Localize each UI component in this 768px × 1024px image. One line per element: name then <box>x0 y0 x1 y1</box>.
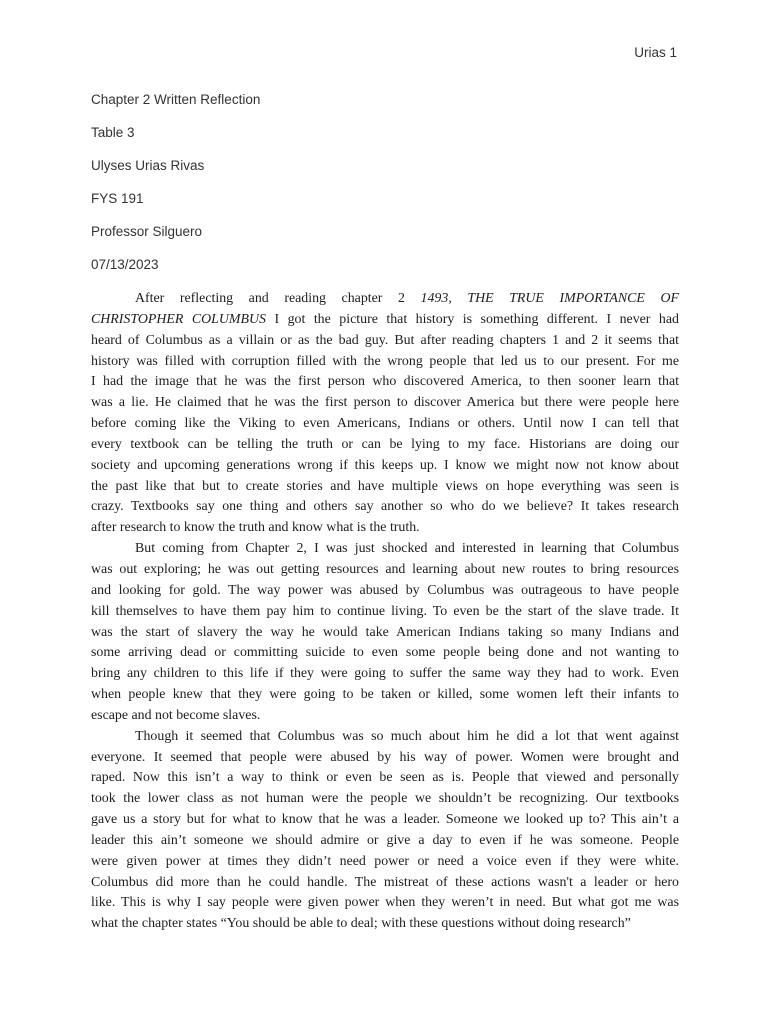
paragraph-line <box>91 831 679 852</box>
line-text: took the lower class as not human were the people we shouldn’t be recognizing. Our textbooks <box>91 791 679 807</box>
paragraph-line <box>91 852 679 873</box>
table-label: Table 3 <box>91 125 135 140</box>
paragraph-line <box>91 435 679 456</box>
line-text: But coming from Chapter 2, I was just shocked and interested in learning that Columbus <box>135 541 679 557</box>
line-text: Though it seemed that Columbus was so much about him he did a lot that went against <box>135 728 679 744</box>
professor-name: Professor Silguero <box>91 224 203 239</box>
line-text: kill themselves to have them pay him to continue living. To even be the start of the slave trade. It <box>91 603 679 619</box>
paragraph-line <box>91 623 679 644</box>
essay-body <box>91 289 679 935</box>
line-text: history was filled with corruption filled with the wrong people that led us to our present. For me <box>91 353 679 369</box>
line-text: After reflecting and reading chapter 2 <box>135 291 421 306</box>
paragraph-line <box>91 706 679 727</box>
book-title-italic: CHRISTOPHER COLUMBUS <box>91 311 266 327</box>
line-text: everyone. It seemed that people were abused by his way of power. Women were brought and <box>91 749 679 765</box>
paragraph-line <box>91 581 679 602</box>
paragraph-line <box>91 643 679 664</box>
paragraph-line <box>91 914 679 935</box>
paragraph-line <box>91 664 679 685</box>
line-text: when people knew that they were going to be taken or killed, some women left their infants to <box>91 687 679 703</box>
paragraph-line <box>91 414 679 435</box>
line-text: before coming like the Viking to even Americans, Indians or others. Until now I can tell that <box>91 416 679 432</box>
paragraph <box>91 727 679 935</box>
line-text: were given power at times they didn’t need power or need a voice even if they were white. <box>91 853 679 869</box>
paragraph-line <box>91 539 679 560</box>
paragraph-line <box>91 331 679 352</box>
book-title-italic: 1493, THE TRUE IMPORTANCE OF <box>420 291 679 306</box>
line-text: was the start of slavery the way he would take American Indians taking so many Indians and <box>91 624 679 640</box>
line-text: every textbook can be telling the truth or can be lying to my face. Historians are doing our <box>91 436 679 452</box>
document-title: Chapter 2 Written Reflection <box>91 92 261 107</box>
paragraph-line <box>91 497 679 518</box>
line-text: Columbus did more than he could handle. The mistreat of these actions wasn't a leader or hero <box>91 874 679 890</box>
line-text: gave us a story but for what to know that he was a leader. Someone we looked up to? This ain’t a <box>91 812 679 828</box>
line-text: I got the picture that history is something different. I never had <box>265 311 679 327</box>
paragraph <box>91 539 679 727</box>
line-text: I had the image that he was the first person who discovered America, to then sooner learn that <box>91 374 679 390</box>
line-text: after research to know the truth and know what is the truth. <box>91 520 420 536</box>
page-header: Urias 1 <box>634 45 677 60</box>
heading-block <box>91 92 260 290</box>
paragraph-line <box>91 768 679 789</box>
paragraph-line <box>91 372 679 393</box>
paragraph-line <box>91 789 679 810</box>
paragraph-line <box>91 873 679 894</box>
line-text: leader this ain’t someone we should admire or give a day to even if he was someone. People <box>91 832 679 848</box>
author-name: Ulyses Urias Rivas <box>91 158 205 173</box>
paragraph-line <box>91 748 679 769</box>
line-text: like. This is why I say people were given power when they weren’t in need. But what got me was <box>91 895 679 911</box>
paragraph-line <box>91 477 679 498</box>
line-text: bring any children to this life if they were going to suffer the same way they had to work. Even <box>91 666 679 682</box>
paragraph-line <box>91 310 679 331</box>
paragraph-line <box>91 602 679 623</box>
course-name: FYS 191 <box>91 191 144 206</box>
paragraph-line <box>91 560 679 581</box>
paragraph-line <box>91 352 679 373</box>
line-text: what the chapter states “You should be able to deal; with these questions without doing research” <box>91 916 631 932</box>
paragraph-line <box>91 518 679 539</box>
paragraph-line <box>91 393 679 414</box>
paragraph-line <box>91 685 679 706</box>
line-text: raped. Now this isn’t a way to think or even be seen as is. People that viewed and personally <box>91 770 679 786</box>
line-text: some arriving dead or committing suicide to even some people being done and not wanting to <box>91 645 679 661</box>
line-text: escape and not become slaves. <box>91 707 261 723</box>
line-text: and looking for gold. The way power was abused by Columbus was outrageous to have people <box>91 582 679 598</box>
document-date: 07/13/2023 <box>91 257 159 272</box>
paragraph-line <box>91 289 679 310</box>
paragraph-line <box>91 456 679 477</box>
paragraph <box>91 289 679 539</box>
paragraph-line <box>91 893 679 914</box>
paragraph-line <box>91 727 679 748</box>
line-text: society and upcoming generations wrong if this keeps up. I know we might now not know about <box>91 457 679 473</box>
paragraph-line <box>91 810 679 831</box>
line-text: was a lie. He claimed that he was the first person to discover America but there were people here <box>91 395 679 411</box>
line-text: heard of Columbus as a villain or as the bad guy. But after reading chapters 1 and 2 it seems that <box>91 332 679 348</box>
line-text: crazy. Textbooks say one thing and others say another so who do we believe? It takes research <box>91 499 679 515</box>
line-text: was out exploring; he was out getting resources and learning about new routes to bring resources <box>91 561 679 577</box>
line-text: the past like that but to create stories and have multiple views on hope everything was seen is <box>91 478 679 494</box>
